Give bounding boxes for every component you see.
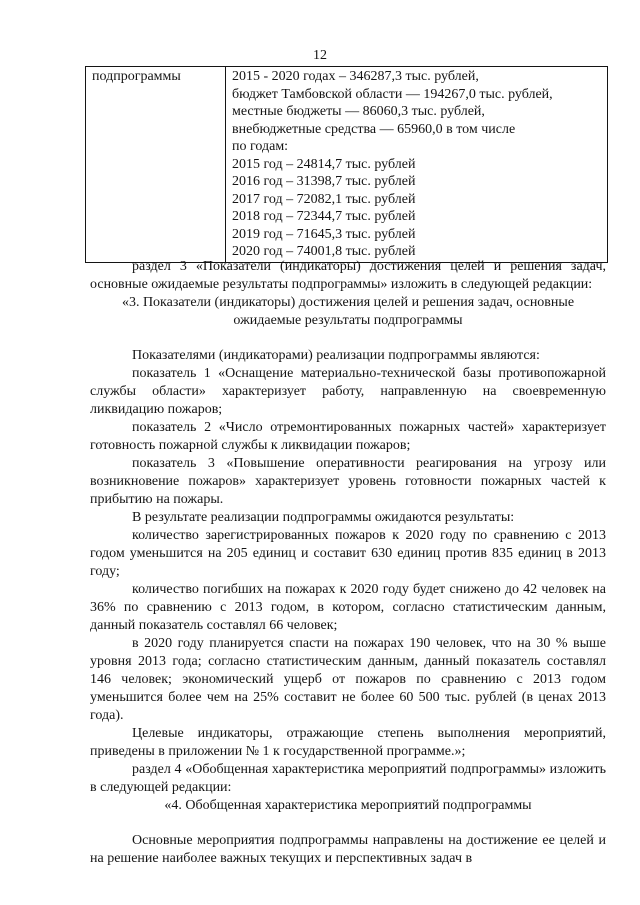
paragraph: раздел 4 «Обобщенная характеристика мероприятий подпрограммы» изложить в следующей редакции: [90, 762, 606, 795]
table-line: внебюджетные средства — 65960,0 в том числе [232, 121, 516, 137]
paragraph: в 2020 году планируется спасти на пожарах 190 человек, что на 30 % выше уровня 2013 года; согласно статистическим данным, данный показатель составлял 146 человек; экономический ущерб от пожаров по сравнению с 2013 годом уменьшится более чем на 25% составит не более 60 500 тыс. рублей (в ценах 2013 года). [90, 636, 606, 723]
table-line: 2016 год – 31398,7 тыс. рублей [232, 174, 416, 189]
paragraph: раздел 3 «Показатели (индикаторы) достижения целей и решения задач, основные ожидаемые результаты подпрограммы» изложить в следующей редакции: [90, 259, 606, 292]
paragraph: количество погибших на пожарах к 2020 году будет снижено до 42 человек на 36% по сравнению с 2013 годом, в котором, согласно статистическим данным, данный показатель составлял 66 человек; [90, 582, 606, 633]
paragraph: показатель 1 «Оснащение материально-технической базы противопожарной службы области» характеризует работу, направленную на своевременную ликвидацию пожаров; [90, 366, 606, 417]
page-number: 12 [313, 48, 327, 63]
paragraph: показатель 3 «Повышение оперативности реагирования на угрозу или возникновение пожаров» характеризует уровень готовности пожарных частей к прибытию на пожары. [90, 456, 606, 507]
table-values-cell [226, 67, 608, 263]
table-line: местные бюджеты — 86060,3 тыс. рублей, [232, 104, 485, 119]
table-line: 2015 год – 24814,7 тыс. рублей [232, 156, 416, 172]
table-row [86, 67, 608, 263]
table-line: по годам: [232, 139, 289, 154]
section-heading: «4. Обобщенная характеристика мероприятий подпрограммы [164, 798, 532, 813]
document-body [90, 258, 606, 868]
table-line: 2015 - 2020 годах – 346287,3 тыс. рублей, [232, 69, 479, 84]
paragraph: количество зарегистрированных пожаров к 2020 году по сравнению с 2013 годом уменьшится на 205 единиц и составит 630 единиц против 835 единиц в 2013 году; [90, 528, 606, 579]
paragraph: Основные мероприятия подпрограммы направлены на достижение ее целей и на решение наиболее важных текущих и перспективных задач в [90, 833, 606, 866]
paragraph: Целевые индикаторы, отражающие степень выполнения мероприятий, приведены в приложении № 1 к государственной программе.»; [90, 726, 606, 759]
section-heading: «3. Показатели (индикаторы) достижения целей и решения задач, основные ожидаемые результаты подпрограммы [121, 295, 575, 328]
paragraph: В результате реализации подпрограммы ожидаются результаты: [132, 510, 515, 525]
table-line: 2020 год – 74001,8 тыс. рублей [232, 244, 416, 259]
table-line: 2019 год – 71645,3 тыс. рублей [232, 226, 416, 242]
paragraph: Показателями (индикаторами) реализации подпрограммы являются: [132, 348, 540, 363]
table-line: бюджет Тамбовской области — 194267,0 тыс. рублей, [232, 86, 553, 102]
table-line: 2018 год – 72344,7 тыс. рублей [232, 209, 416, 224]
funding-table [85, 66, 608, 263]
paragraph: показатель 2 «Число отремонтированных пожарных частей» характеризует готовность пожарной службы к ликвидации пожаров; [90, 420, 606, 453]
table-label-cell: подпрограммы [86, 67, 226, 263]
table-line: 2017 год – 72082,1 тыс. рублей [232, 191, 416, 207]
